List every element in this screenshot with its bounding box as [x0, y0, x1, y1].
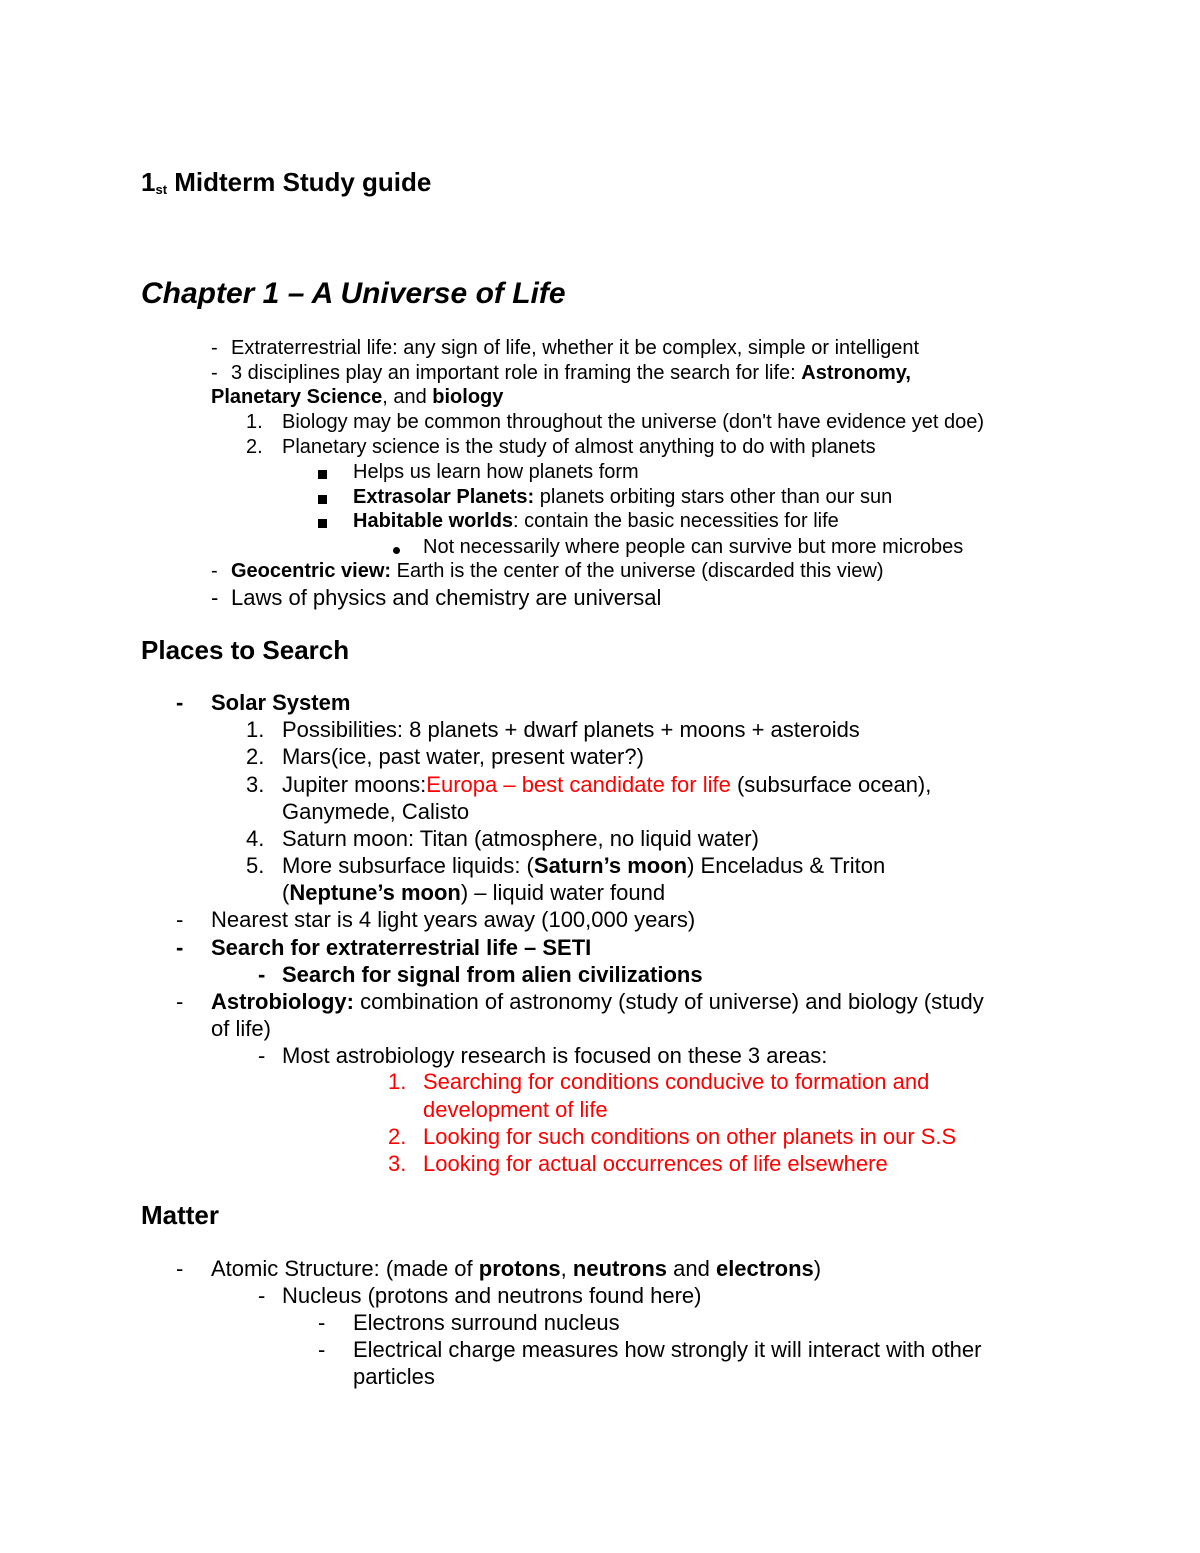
bullet-marker: - [258, 1043, 266, 1068]
section-heading: Matter [141, 1200, 220, 1230]
number-marker: 3. [246, 772, 265, 797]
number-marker: 2. [388, 1124, 407, 1149]
bullet-marker: - [176, 989, 184, 1014]
bullet-marker: - [211, 337, 218, 359]
bullet-marker: - [176, 690, 184, 715]
list-item: Looking for actual occurrences of life elsewhere [423, 1151, 888, 1176]
square-bullet-icon [318, 467, 327, 483]
list-item: Jupiter moons:Europa – best candidate for life (subsurface ocean), [282, 772, 932, 797]
list-item: Biology may be common throughout the universe (don't have evidence yet doe) [282, 411, 985, 433]
list-item: Looking for such conditions on other planets in our S.S [423, 1124, 957, 1149]
square-bullet-icon [318, 516, 327, 532]
bullet-marker: - [211, 585, 219, 610]
list-item: Extrasolar Planets: planets orbiting stars other than our sun [353, 486, 893, 508]
list-item: Searching for conditions conducive to formation and [423, 1069, 930, 1094]
list-item: Nearest star is 4 light years away (100,000 years) [211, 907, 696, 932]
bullet-marker: - [211, 560, 218, 582]
list-item: More subsurface liquids: (Saturn’s moon) Enceladus & Triton [282, 853, 886, 878]
section-heading: Places to Search [141, 635, 350, 665]
list-item: Planetary science is the study of almost anything to do with planets [282, 436, 876, 458]
list-item: Nucleus (protons and neutrons found here) [282, 1283, 702, 1308]
list-item-continued: of life) [211, 1016, 271, 1041]
list-item: Search for signal from alien civilizations [282, 962, 703, 987]
number-marker: 1. [388, 1069, 407, 1094]
bullet-marker: - [176, 907, 184, 932]
list-item: Astrobiology: combination of astronomy (study of universe) and biology (study [211, 989, 984, 1014]
list-item: Helps us learn how planets form [353, 461, 639, 483]
list-item: Most astrobiology research is focused on these 3 areas: [282, 1043, 828, 1068]
chapter-heading: Chapter 1 – A Universe of Life [141, 277, 566, 310]
square-bullet-icon [318, 492, 327, 508]
number-marker: 3. [388, 1151, 407, 1176]
number-marker: 1. [246, 411, 263, 433]
list-item: Habitable worlds: contain the basic necessities for life [353, 510, 839, 532]
list-item-continued: particles [353, 1364, 435, 1389]
list-item: Laws of physics and chemistry are universal [231, 585, 662, 610]
list-item: Electrons surround nucleus [353, 1310, 620, 1335]
list-item: Search for extraterrestrial life – SETI [211, 935, 592, 960]
bullet-marker: - [176, 935, 184, 960]
list-item-continued: Ganymede, Calisto [282, 799, 470, 824]
bullet-marker: - [211, 362, 218, 384]
list-item: Not necessarily where people can survive but more microbes [423, 536, 964, 558]
dot-bullet-icon [393, 542, 400, 558]
list-item-continued: Planetary Science, and biology [211, 386, 504, 408]
bullet-marker: - [258, 962, 266, 987]
document-title: 1st Midterm Study guide [141, 167, 432, 197]
number-marker: 1. [246, 717, 265, 742]
list-item: Possibilities: 8 planets + dwarf planets + moons + asteroids [282, 717, 860, 742]
bullet-marker: - [258, 1283, 266, 1308]
list-item: 3 disciplines play an important role in framing the search for life: Astronomy, [231, 362, 911, 384]
bullet-marker: - [318, 1337, 326, 1362]
number-marker: 2. [246, 436, 263, 458]
bullet-marker: - [176, 1256, 184, 1281]
list-item: Extraterrestrial life: any sign of life, whether it be complex, simple or intelligent [231, 337, 920, 359]
list-item: Saturn moon: Titan (atmosphere, no liquid water) [282, 826, 759, 851]
list-item: Atomic Structure: (made of protons, neutrons and electrons) [211, 1256, 822, 1281]
list-item: Electrical charge measures how strongly it will interact with other [353, 1337, 982, 1362]
number-marker: 2. [246, 744, 265, 769]
list-item: Solar System [211, 690, 351, 715]
number-marker: 5. [246, 853, 265, 878]
bullet-marker: - [318, 1310, 326, 1335]
list-item: Geocentric view: Earth is the center of the universe (discarded this view) [231, 560, 884, 582]
number-marker: 4. [246, 826, 265, 851]
list-item-continued: development of life [423, 1097, 608, 1122]
list-item-continued: (Neptune’s moon) – liquid water found [282, 880, 666, 905]
list-item: Mars(ice, past water, present water?) [282, 744, 644, 769]
